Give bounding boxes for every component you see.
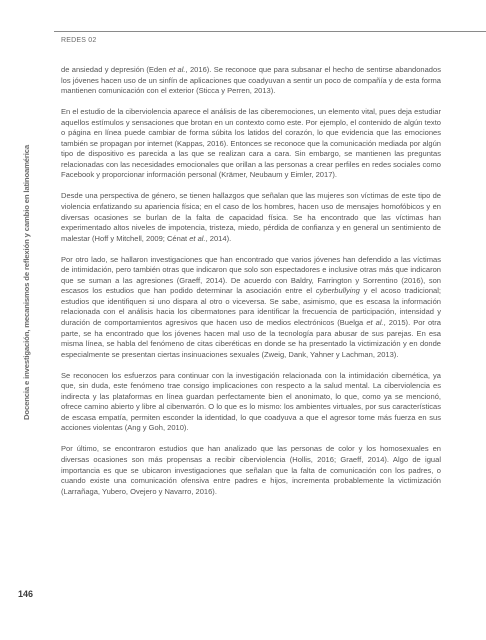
paragraph-2	[61, 107, 441, 181]
page-number: 146	[18, 589, 34, 599]
italic-span: et al.	[366, 317, 384, 327]
text-span: , 2014).	[205, 233, 232, 243]
text-span: , 2015). Por otra parte, se ha encontrado que los jóvenes hacen mal uso de la tecnología para abusar de sus parejas. En esa misma línea, se habla del fenómeno de citas ciberéticas en donde se ha presentado la victimización y en donde especialmente se presentan ciertas insinuaciones sexuales (Zweig, Dank, Yahner y Lachman, 2013).	[61, 317, 441, 359]
text-span: de ansiedad y depresión (Eden	[61, 65, 169, 74]
italic-span: cyberbullying	[315, 286, 360, 296]
text-span: y el acoso tradicional; estudios que identifiquen si uno dispara al otro o viceversa. Se sabe, asimismo, que es escasa la información relacionada con el análisis hacia los cibermatones para identificar la frecuencia de participación, intensidad y duración de comportamientos agresivos que hacen uso de medios electrónicos (Buelga	[61, 286, 441, 327]
running-head: REDES 02	[61, 37, 97, 44]
text-span: Por último, se encontraron estudios que han analizado que las personas de color y los homosexuales en diversas ocasiones son más propensas a recibir ciberviolencia (Hollis, 2016; Graeff, 2014). Algo de igual importancia es que se ubicaron investigaciones que señalan que la falta de comunicación con los padres, o cuando existe una comunicación ofensiva entre padres e hijos, incrementa probablemente la victimización (Larrañaga, Yubero, Ovejero y Navarro, 2016).	[61, 444, 441, 496]
text-span: Se reconocen los esfuerzos para continuar con la investigación relacionada con la intimidación cibernética, ya que, sin duda, este fenómeno trae consigo implicaciones con respecto a la salud mental. La ciberviolencia es indirecta y las plataformas en línea guardan perfectamente bien el anonimato, lo que, como ya se mencionó, ofrece camino abierto y libre al ciberматón. O lo que es lo mismo: los ambientes virtuales, por sus características de escasa empatía, permiten esconder la identidad, lo que coadyuva a que el agresor tome más fuerza en sus acciones violentas (Ang y Goh, 2010).	[61, 370, 441, 433]
text-span: Desde una perspectiva de género, se tienen hallazgos que señalan que las mujeres son víctimas de este tipo de violencia enfatizando su apariencia física; en el caso de los hombres, hacen uso de mensajes homofóbicos y en diversas ocasiones se burlan de la falta de capacidad física. Se ha encontrado que las víctimas han experimentado altos niveles de impotencia, tristeza, miedo, pérdida de confianza y en general un sentimiento de malestar (Hoff y Mitchell, 2009; Cénat	[61, 191, 441, 243]
text-span: Por otro lado, se hallaron investigaciones que han encontrado que varios jóvenes han defendido a las víctimas de intimidación, pero también otras que indicaron que solo son espectadores e inclusive otras más que indicaron que se suman a las agresiones (Graeff, 2014). De acuerdo con Baldry, Farrington y Sorrentino (2016), son escasos los estudios que han podido determinar la asociación entre el	[61, 254, 441, 296]
text-span: , 2016). Se reconoce que para subsanar el hecho de sentirse abandonados los jóvenes hacen uso de un sinfín de aplicaciones que coadyuvan a sentir un poco de compañía y de esta forma mantienen comunicación con el exterior (Sticca y Perren, 2013).	[61, 65, 441, 96]
body-text	[61, 65, 441, 508]
text-span: En el estudio de la ciberviolencia aparece el análisis de las ciberemociones, un elemento vital, pues deja estudiar aquellos estímulos y sensaciones que brotan en un contexto como este. Por ejemplo, el contenido de algún texto o página en línea puede cambiar de forma súbita los latidos del corazón, lo que evidencia que las emociones también se propagan por internet (Kappas, 2016). Entonces se reconoce que la comunicación mediada por algún tipo de dispositivo es parecida a las que se realizan cara a cara. Sin embargo, se mantienen las preguntas relacionadas con las necesidades emocionales que orillan a las personas a crear perfiles en redes sociales como Facebook y proporcionar información personal (Krämer, Neubaum y Eimler, 2017).	[61, 107, 441, 180]
paragraph-1	[61, 65, 441, 97]
italic-span: et al.	[189, 233, 206, 243]
paragraph-5	[61, 371, 441, 434]
side-title: Docencia e investigación, mecanismos de reflexión y cambio en latinoamérica	[22, 144, 31, 420]
header-rule	[54, 31, 486, 32]
paragraph-6	[61, 444, 441, 497]
paragraph-3	[61, 191, 441, 244]
italic-span: et al.	[168, 65, 186, 74]
paragraph-4	[61, 255, 441, 360]
